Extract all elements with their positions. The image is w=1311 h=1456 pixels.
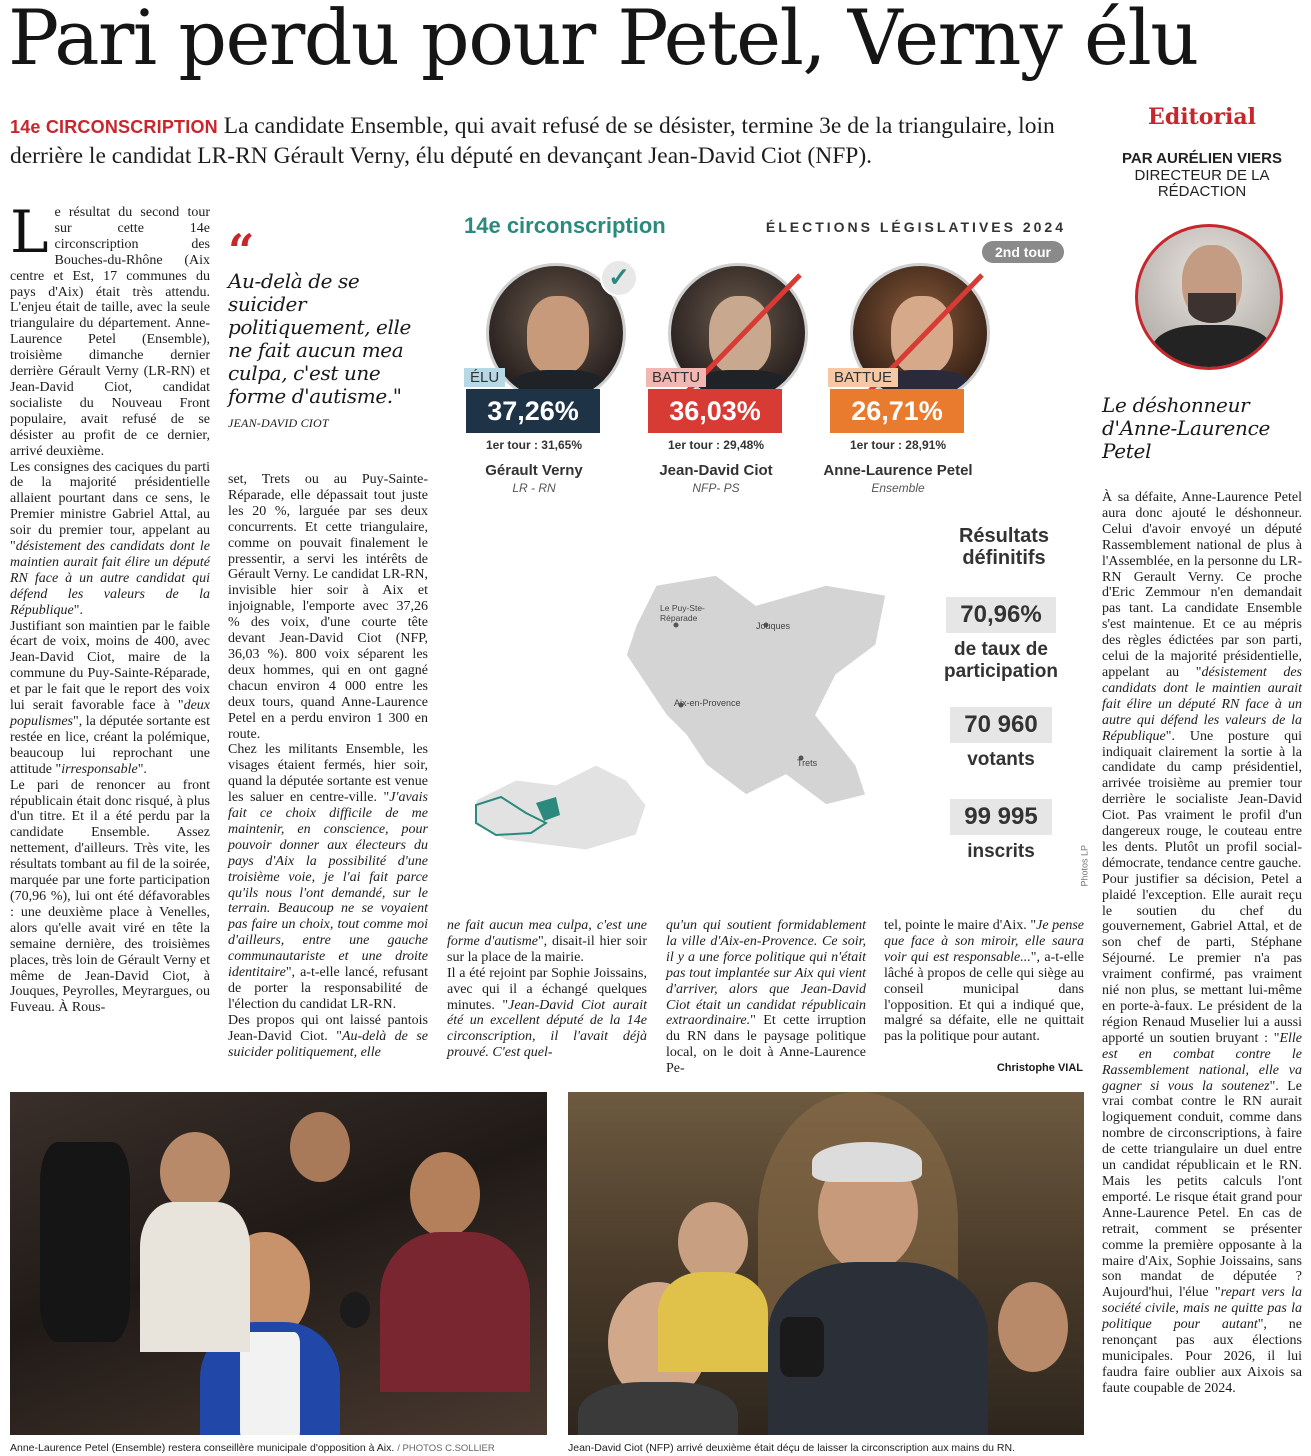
editorial-byline: PAR AURÉLIEN VIERS: [1121, 150, 1283, 167]
photo-credit: / PHOTOS C.SOLLIER: [397, 1443, 495, 1454]
candidate-name: Anne-Laurence Petel: [823, 462, 973, 479]
editorial-title: Le déshonneur d'Anne-Laurence Petel: [1102, 393, 1271, 463]
editorial-label: Editorial: [1148, 104, 1256, 130]
article-text: Il a été rejoint par Sophie Joissains, avec qui il a échangé quelques minutes. ": [447, 965, 647, 1013]
article-column-3: [447, 918, 647, 1061]
editorial-body: [1102, 490, 1302, 1397]
photo-ciot-interview: [568, 1092, 1084, 1435]
map-label: Trets: [797, 758, 818, 768]
map-label: Jouques: [756, 621, 791, 631]
article-text: Justifiant son maintien par le faible écart de voix, moins de 400, avec Jean-David Ciot, maire de la commune du Puy-Sainte-Réparade, et par le fait que le report des voix lui serait favorable face à ": [10, 618, 210, 714]
candidate-name: Gérault Verny: [485, 462, 583, 479]
article-text: ", disait-il hier soir sur la place de la mairie.: [447, 933, 647, 965]
stat-label: de taux de participation: [943, 639, 1058, 682]
pull-quote-text: Au-delà de se suicider politiquement, elle ne fait aucun mea culpa, c'est une forme d'autisme.": [228, 269, 411, 408]
map-label: Le Puy-Ste-Réparade: [660, 603, 705, 623]
infographic-source: Photos LP: [1080, 845, 1090, 887]
stat-value: 99 995: [950, 799, 1051, 835]
article-quote: J'avais fait ce choix difficile de me maintenir, en conscience, pour pouvoir donner aux électeurs du pays d'Aix la possibilité d'une troisième voie, je l'ai fait parce qu'ils nous l'ont demandé, sur le terrain. Beaucoup ne se voyaient pas faire un choix, tout comme moi d'ailleurs, entre une gauche communautariste et une droite identitaire: [228, 790, 428, 981]
article-text: tel, pointe le maire d'Aix. ": [884, 918, 1037, 933]
map-label: Aix-en-Provence: [674, 698, 741, 708]
article-text: set, Trets ou au Puy-Sainte-Réparade, elle dépassait tout juste les 20 %, larguée par ses deux concurrents. Et cette triangulaire, comme on pouvait finalement le pressentir, a servi les intérêts de Gérault Verny. Le candidat LR-RN, invisible hier soir à Aix et injoignable, l'emporte avec 37,26 % des voix, d'une courte tête devant Jean-David Ciot (NFP, 36,03 %). 800 voix séparent les deux hommes, qui en ont gagné chacun environ 4 000 entre les deux tours, quand Anne-Laurence Petel en a perdu environ 1 300 en route.: [228, 472, 428, 742]
candidate-first-round: 1er tour : 31,65%: [485, 438, 583, 452]
article-column-1: [10, 198, 210, 1016]
article-quote: désistement des candidats dont le maintien aurait fait élire un député RN face à un autre candidat qui défend les valeurs de la République: [10, 539, 210, 618]
article-text: ".: [73, 602, 83, 618]
article-text: ", a-t-elle lancé, refusant de porter la responsabilité de l'élection du candidat LR-RN.: [228, 965, 428, 1012]
candidate-party: Ensemble: [871, 481, 925, 495]
photo2-caption: Jean-David Ciot (NFP) arrivé deuxième était déçu de laisser la circonscription aux mains du RN.: [568, 1442, 1016, 1454]
stat-inscrits: [936, 799, 1066, 863]
candidate-card-ciot: [646, 263, 806, 503]
candidate-status: BATTU: [646, 368, 706, 387]
candidate-name: Jean-David Ciot: [659, 462, 773, 479]
headline: Pari perdu pour Petel, Verny élu: [8, 0, 1198, 82]
article-quote: qu'un qui soutient formidablement la ville d'Aix-en-Provence. Ce soir, il y a une force politique qui n'était pas tout implantée sur Aix qui vient d'arriver, alors que Jean-David Ciot était un candidat républicain extraordinaire.: [666, 918, 866, 1029]
candidate-card-verny: [464, 263, 630, 503]
editor-portrait: [1135, 224, 1283, 370]
checkmark-icon: ✓: [600, 259, 638, 297]
candidate-status: ÉLU: [464, 368, 505, 387]
article-column-5: [884, 918, 1084, 1045]
kicker: [10, 112, 1085, 171]
article-lead: e résultat du second tour sur cette 14e circonscription des Bouches-du-Rhône (Aix centre et Est, 17 communes du pays d'Aix) était très attendu. L'enjeu était de taille, avec la seule triangulaire du département. Anne-Laurence Petel (Ensemble), troisième dimanche dernier derrière Gérault Verny (LR-RN) et Jean-David Ciot, candidat socialiste du Nouveau Front populaire, avait refusé de se désister au profit de ce dernier, arrivé deuxième.: [10, 205, 210, 459]
results-infographic: [446, 205, 1090, 900]
drop-cap: L: [10, 198, 49, 266]
stat-value: 70 960: [950, 707, 1051, 743]
article-quote: Au-delà de se suicider politiquement, elle: [228, 1028, 428, 1060]
candidate-card-petel: [823, 263, 988, 503]
editorial-quote: Elle est en combat contre le Rassemblement national, elle va gagner si vous la soutenez: [1102, 1030, 1302, 1094]
photo1-caption: [10, 1442, 495, 1454]
article-quote: ne fait aucun mea culpa, c'est une forme d'autisme: [447, 918, 647, 949]
article-text: ", a-t-elle lâché à propos de celle qui siège au conseil municipal dans l'opposition. Et qui a indiqué que, malgré sa défaite, elle ne quittait pas la politique pour autant.: [884, 949, 1084, 1045]
article-quote: deux populismes: [10, 698, 210, 729]
editorial-quote: repart vers la société civile, mais ne quitte pas la politique pour autant: [1102, 1285, 1302, 1333]
candidate-party: LR - RN: [512, 481, 556, 495]
article-text: " Et cette irruption du RN dans le paysage politique local, on le doit à Anne-Laurence Pe-: [666, 1013, 866, 1077]
article-quote: Jean-David Ciot aurait été un excellent député de la 14e circonscription, il l'avait déjà prouvé. C'est quel-: [447, 997, 648, 1061]
article-text: ".: [137, 761, 147, 777]
article-quote: irresponsable: [61, 761, 138, 777]
stat-label: votants: [967, 749, 1035, 770]
article-column-4: [666, 918, 866, 1077]
stat-label: inscrits: [967, 841, 1035, 862]
candidate-first-round: 1er tour : 28,91%: [849, 438, 947, 452]
editorial-quote: désistement des candidats dont le maintien aurait fait élire un député RN face à un autre qui défend les valeurs de la République: [1102, 664, 1303, 744]
candidate-first-round: 1er tour : 29,48%: [667, 438, 765, 452]
article-text: ", la députée sortante est restée en lice, créant la polémique, beaucoup lui reprochant une attitude ": [10, 714, 210, 777]
stat-votants: [936, 707, 1066, 771]
caption-text: Anne-Laurence Petel (Ensemble) restera conseillère municipale d'opposition à Aix.: [10, 1442, 395, 1454]
article-text: Les consignes des caciques du parti de la majorité présidentielle allaient pourtant dans ce sens, le Premier ministre Gabriel Attal, au soir du premier tour, appelant au ": [10, 459, 210, 555]
kicker-tag: 14e CIRCONSCRIPTION: [10, 117, 218, 137]
candidate-party: NFP- PS: [692, 481, 740, 495]
infographic-title: 14e circonscription: [464, 213, 666, 238]
candidate-percent: 37,26%: [466, 389, 600, 433]
editorial-text: ". Une posture qui indiquait clairement la sortie à la candidate du camp présidentiel, arrivée troisième au premier tour derrière le socialiste Jean-David Ciot. Pas vraiment le profil d'un dangereux rouge, le couteau entre les dents. Plutôt un profil social-démocrate, tendance centre gauche.: [1102, 728, 1302, 871]
infographic-election: ÉLECTIONS LÉGISLATIVES 2024: [765, 219, 1066, 235]
author-credit: Christophe VIAL: [996, 1062, 1083, 1074]
kicker-text: La candidate Ensemble, qui avait refusé de se désister, termine 3e de la triangulaire, loin derrière le candidat LR-RN Gérault Verny, élu député en devançant Jean-David Ciot (NFP).: [10, 113, 1055, 169]
editorial-text: Pour justifier sa décision, Petel a plaidé l'exception. Elle aurait reçu le soutien du chef du gouvernement, Gabriel Attal, et de son chef de parti, Stéphane Séjourné. Le premier n'a pas vraiment confirmé, pas vraiment nié non plus, se mettant lui-même en porte-à-faux. Le président de la région Renaud Muselier lui a aussi apporté un soutien bruyant : ": [1102, 871, 1302, 1046]
photo-petel-crowd: [10, 1092, 547, 1435]
results-title: Résultats définitifs: [958, 525, 1050, 569]
editorial-text: ", ne renonçant pas aux élections municipales. Pour 2026, il lui faudra faire oublier aux Aixois sa faute coupable de 2024.: [1102, 1317, 1303, 1396]
stat-value: 70,96%: [946, 597, 1055, 633]
candidate-status: BATTUE: [828, 368, 898, 387]
editorial-text: ". Le vrai combat contre le RN aurait logiquement conduit, comme dans nombre de circonscriptions, à faire de cette triangulaire un duel entre un candidat républicain et le RN. Mais les petits calculs l'ont emporté. Le risque était grand pour Anne-Laurence Petel. En cas de retrait, comment se présenter comme la première opposante à la maire d'Aix, Sophie Joissains, sans son mandat de députée ? Aujourd'hui, l'élue ": [1102, 1078, 1303, 1301]
quote-mark-icon: “: [228, 224, 255, 278]
pull-quote: [228, 224, 433, 431]
article-text: Le pari de renoncer au front républicain était donc risqué, à plus d'un titre. Et il a été perdu par la candidate Ensemble. Assez nettement, d'ailleurs. Très vite, les résultats tombant au fil de la soirée, marquée par une forte participation (70,96 %), lui ont été défavorables : une deuxième place à Venelles, alors qu'elle avait viré en tête la semaine dernière, des troisièmes places, très loin de Gérault Verny et même de Jean-David Ciot, à Jouques, Peyrolles, Meyrargues, ou Fuveau. À Rous-: [10, 777, 210, 1016]
candidate-percent: 36,03%: [648, 389, 782, 433]
stat-participation: [936, 597, 1066, 683]
article-text: Chez les militants Ensemble, les visages étaient fermés, hier soir, quand la députée sortante est venue les saluer en centre-ville. ": [228, 742, 428, 806]
editorial-role: DIRECTEUR DE LA RÉDACTION: [1134, 167, 1270, 200]
round-badge: 2nd tour: [982, 241, 1064, 263]
editorial-text: À sa défaite, Anne-Laurence Petel aura donc ajouté le déshonneur. Celui d'avoir envoyé un député Rassemblement national de plus à l'Assemblée, en la personne du LR-RN Gerault Verny. Ce proche d'Eric Zemmour n'en demandait pas tant. La candidate Ensemble s'est maintenue. Et ce au mépris des règles édictées par son parti, celui de la majorité présidentielle, appelant au ": [1102, 490, 1302, 680]
article-text: Des propos qui ont laissé pantois Jean-David Ciot. ": [228, 1012, 428, 1044]
article-quote: Je pense que face à son miroir, elle saura voir qui est responsable...: [884, 918, 1084, 965]
article-column-2: [228, 472, 428, 1061]
candidate-percent: 26,71%: [830, 389, 964, 433]
pull-quote-author: JEAN-DAVID CIOT: [228, 416, 329, 430]
